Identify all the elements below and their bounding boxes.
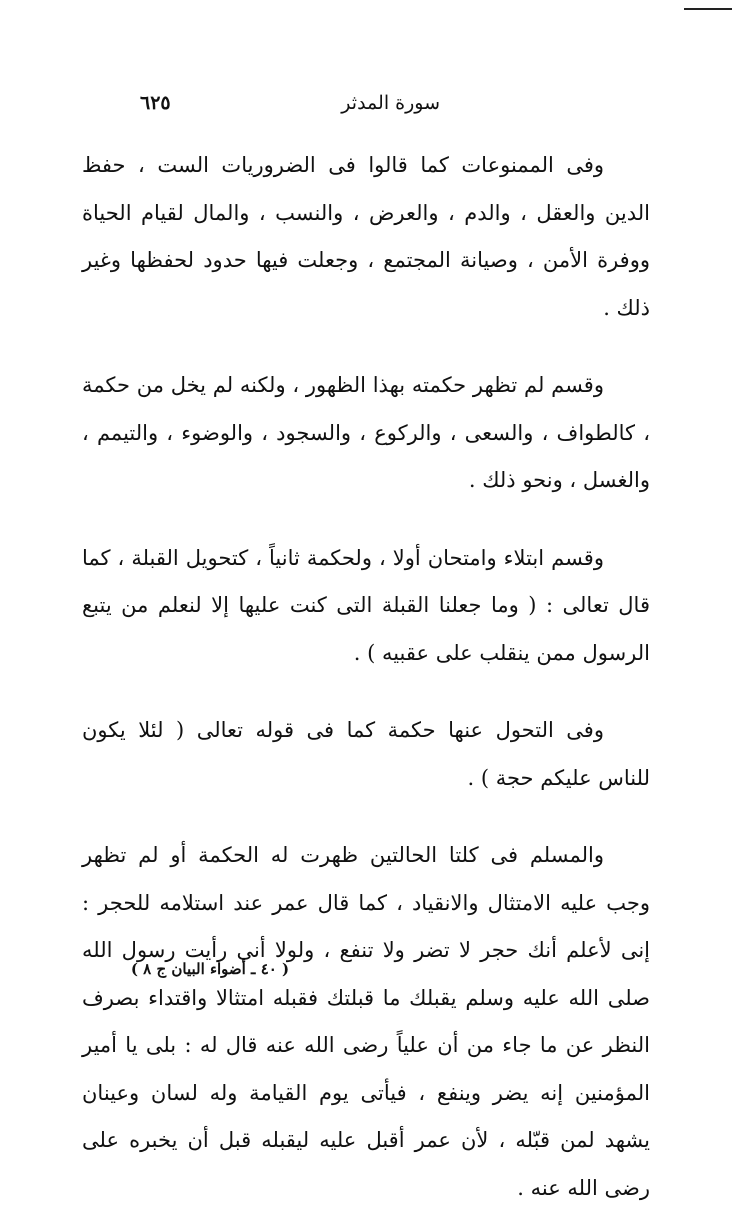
chapter-title: سورة المدثر (341, 92, 440, 114)
paragraph: وفى الممنوعات كما قالوا فى الضروريات الست ، حفظ الدين والعقل ، والدم ، والعرض ، والنسب ، والمال لقيام الحياة ووفرة الأمن ، وصيانة المجتمع ، وجعلت فيها حدود لحفظها وغير ذلك . (82, 153, 650, 320)
top-edge-rule (684, 8, 732, 10)
paragraph: والمسلم فى كلتا الحالتين ظهرت له الحكمة أو لم تظهر وجب عليه الامتثال والانقياد ، كما قال عمر عند استلامه للحجر : إنى لأعلم أنك حجر لا تضر ولا تنفع ، ولولا أنى رأيت رسول الله صلى الله عليه وسلم يقبلك ما قبلتك فقبله امتثالا واقتداء بصرف النظر عن ما جاء من أن علياً رضى الله عنه قال له : بلى يا أمير المؤمنين إنه يضر وينفع ، فيأتى يوم القيامة وله لسان وعينان يشهد لمن قبّله ، لأن عمر أقبل عليه ليقبله قبل أن يخبره على رضى الله عنه . (82, 843, 650, 1200)
paragraph: وقسم لم تظهر حكمته بهذا الظهور ، ولكنه لم يخل من حكمة ، كالطواف ، والسعى ، والركوع ، والسجود ، والوضوء ، والتيمم ، والغسل ، ونحو ذلك . (82, 373, 650, 492)
page-header (140, 92, 440, 122)
page-footer: ( ٤٠ ـ أضواء البيان ج ٨ ) (130, 960, 290, 978)
page-number: ٦٢٥ (140, 92, 171, 114)
paragraph: وفى التحول عنها حكمة كما فى قوله تعالى ( لئلا يكون للناس عليكم حجة ) . (82, 718, 650, 790)
paragraph: وقسم ابتلاء وامتحان أولا ، ولحكمة ثانياً ، كتحويل القبلة ، كما قال تعالى : ( وما جعلنا القبلة التى كنت عليها إلا لنعلم من يتبع الرسول ممن ينقلب على عقبيه ) . (82, 545, 650, 665)
